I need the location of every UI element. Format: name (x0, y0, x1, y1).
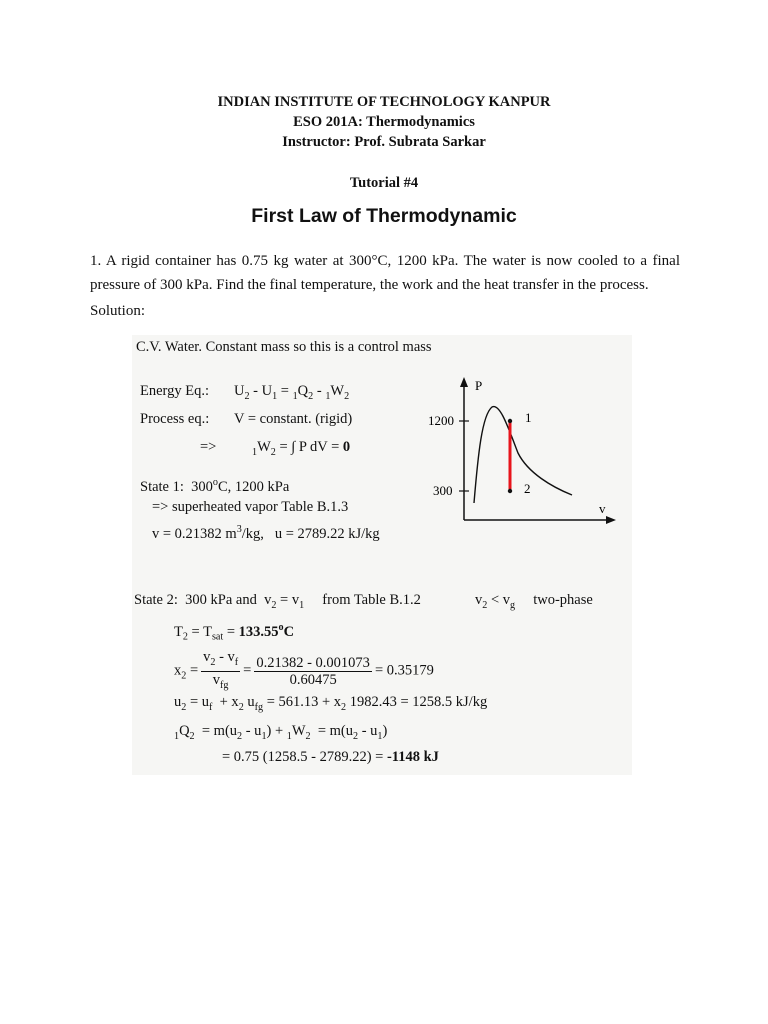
institute-name: INDIAN INSTITUTE OF TECHNOLOGY KANPUR (217, 94, 551, 110)
energy-equation: $U_2 - U_1 = _1Q_2 - _1W_2$ (234, 383, 350, 402)
problem-statement: 1. A rigid container has 0.75 kg water at 300°C, 1200 kPa. The water is now cooled to a final pressure of 300 kPa. Find the final temperature, the work and the heat transfer in the process. (90, 253, 680, 293)
state1-line: State 1: 300$^o$C, 1200 kPa (140, 477, 290, 495)
solution-label: Solution: (90, 303, 146, 319)
heat-transfer-result: = 0.75 (1258.5 - 2789.22) = -1148 kJ (222, 749, 439, 765)
state1-properties: v = 0.21382 $m^3/kg$, u = 2789.22 kJ/kg (152, 524, 380, 542)
v-axis-arrow-icon (606, 516, 616, 524)
tick-label-300: 300 (433, 483, 453, 498)
state-point-1 (508, 419, 512, 423)
v-axis-label: v (599, 501, 606, 516)
p-axis-label: P (475, 378, 483, 393)
superheated-line: => superheated vapor Table B.1.3 (152, 499, 349, 515)
control-volume-line: C.V. Water. Constant mass so this is a control mass (136, 339, 432, 355)
pv-diagram (412, 375, 632, 525)
course-name: ESO 201A: Thermodynamics (293, 114, 475, 130)
work-equation: $_1W_2$ = ∫ P dV = 0 (252, 439, 351, 458)
heat-transfer-line: $_1Q_2 = m(u_2 - u_1) + _1W_2 = m(u_2 - u_1)$ (174, 723, 388, 742)
tutorial-number: Tutorial #4 (349, 175, 419, 191)
x2-line: $x_2$ = $\frac{v_2 - v_f}{v_{fg}}$ = $\frac{0.21382 - 0.001073}{0.60475}$ = 0.35179 (174, 649, 434, 691)
u2-line: $u_2 = u_f + x_2$ $u_{fg} = 561.13 + x_2$ 1982.43 = 1258.5 kJ/kg (174, 694, 488, 713)
process-eq-label: Process eq.: (140, 411, 210, 427)
solution-figure (132, 335, 632, 775)
phase-check: $v_2 < v_g$ two-phase (475, 592, 593, 611)
state-label-2: 2 (524, 481, 531, 496)
saturation-dome (474, 407, 572, 503)
p-axis-arrow-icon (460, 377, 468, 387)
instructor-name: Instructor: Prof. Subrata Sarkar (282, 134, 486, 150)
state-point-2 (508, 489, 512, 493)
energy-eq-label: Energy Eq.: (140, 383, 209, 399)
page-title: First Law of Thermodynamic (251, 205, 517, 227)
state-label-1: 1 (525, 410, 532, 425)
t2-line: $T_2 = T_{sat} = 133.55^oC$ (174, 622, 295, 643)
tick-label-1200: 1200 (428, 413, 454, 428)
process-equation: V = constant. (rigid) (234, 411, 353, 427)
work-arrow: => (200, 439, 217, 455)
state2-line: State 2: 300 kPa and $v_2 = v_1$ from Table B.1.2 (134, 592, 421, 611)
